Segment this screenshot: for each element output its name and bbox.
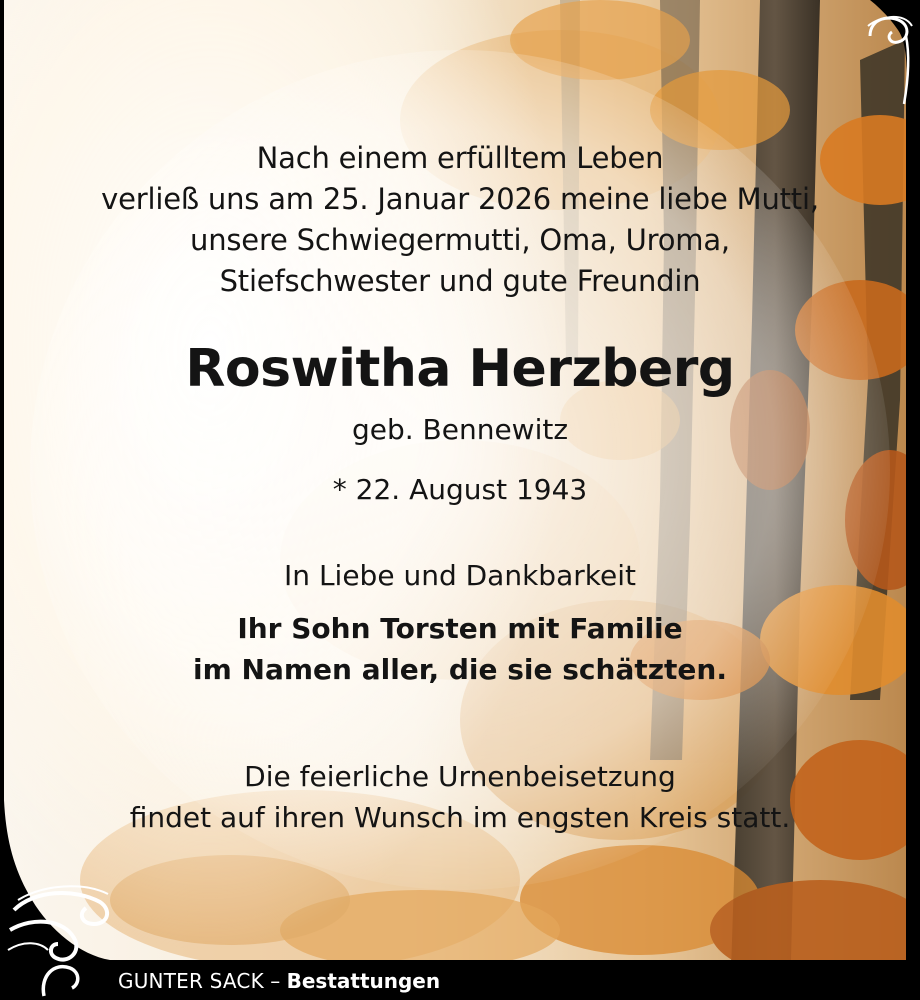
maiden-name: geb. Bennewitz (351, 413, 569, 446)
family-signature (60, 608, 860, 690)
burial-line: findet auf ihren Wunsch im engsten Kreis statt. (129, 801, 791, 834)
family-line: Ihr Sohn Torsten mit Familie (237, 612, 683, 645)
burial-notice (60, 756, 860, 838)
intro-line: Nach einem erfülltem Leben (256, 141, 664, 175)
intro-line: verließ uns am 25. Januar 2026 meine liebe Mutti, (101, 182, 819, 216)
family-line: im Namen aller, die sie schätzten. (193, 653, 727, 686)
deceased-name: Roswitha Herzberg (185, 339, 735, 399)
art-nouveau-ornament-icon (4, 880, 124, 998)
funeral-home-service: Bestattungen (286, 969, 441, 993)
intro-text (60, 138, 860, 302)
intro-line: unsere Schwiegermutti, Oma, Uroma, (190, 223, 730, 257)
burial-line: Die feierliche Urnenbeisetzung (244, 760, 676, 793)
funeral-home-name: GUNTER SACK (118, 969, 264, 993)
footer-separator: – (270, 969, 281, 993)
intro-line: Stiefschwester und gute Freundin (219, 264, 701, 298)
thanks-line: In Liebe und Dankbarkeit (284, 559, 636, 592)
funeral-home-footer (118, 968, 440, 994)
birth-date: * 22. August 1943 (332, 473, 588, 506)
art-nouveau-ornament-icon (860, 6, 916, 106)
